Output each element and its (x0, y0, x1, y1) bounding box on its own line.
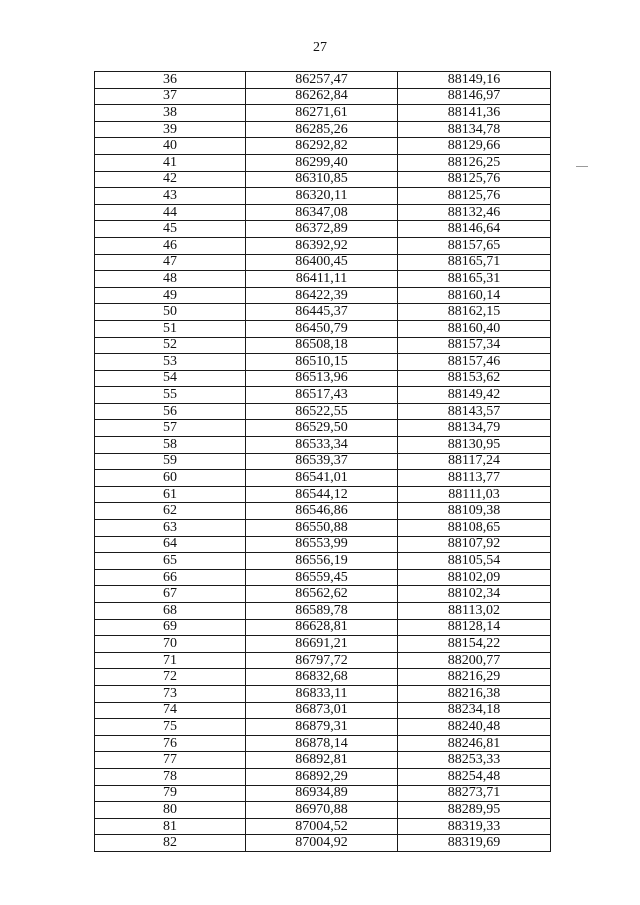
table-row (95, 735, 551, 752)
x-coordinate-cell: 86310,85 (246, 171, 398, 188)
x-coordinate-cell: 86522,55 (246, 403, 398, 420)
point-number-cell: 46 (95, 237, 246, 254)
y-coordinate-cell: 88165,31 (398, 271, 551, 288)
y-coordinate-cell: 88165,71 (398, 254, 551, 271)
table-row (95, 287, 551, 304)
point-number-cell: 39 (95, 121, 246, 138)
x-coordinate-cell: 86878,14 (246, 735, 398, 752)
x-coordinate-cell: 86553,99 (246, 536, 398, 553)
point-number-cell: 76 (95, 735, 246, 752)
y-coordinate-cell: 88200,77 (398, 652, 551, 669)
y-coordinate-cell: 88153,62 (398, 370, 551, 387)
point-number-cell: 49 (95, 287, 246, 304)
x-coordinate-cell: 86513,96 (246, 370, 398, 387)
table-row (95, 520, 551, 537)
y-coordinate-cell: 88125,76 (398, 171, 551, 188)
x-coordinate-cell: 86392,92 (246, 237, 398, 254)
point-number-cell: 53 (95, 354, 246, 371)
y-coordinate-cell: 88102,09 (398, 569, 551, 586)
point-number-cell: 65 (95, 553, 246, 570)
table-row (95, 453, 551, 470)
point-number-cell: 43 (95, 188, 246, 205)
table-row (95, 437, 551, 454)
y-coordinate-cell: 88130,95 (398, 437, 551, 454)
y-coordinate-cell: 88240,48 (398, 719, 551, 736)
point-number-cell: 74 (95, 702, 246, 719)
point-number-cell: 50 (95, 304, 246, 321)
table-row (95, 121, 551, 138)
table-row (95, 403, 551, 420)
table-row (95, 171, 551, 188)
x-coordinate-cell: 86372,89 (246, 221, 398, 238)
point-number-cell: 52 (95, 337, 246, 354)
point-number-cell: 63 (95, 520, 246, 537)
y-coordinate-cell: 88253,33 (398, 752, 551, 769)
table-row (95, 636, 551, 653)
y-coordinate-cell: 88216,38 (398, 685, 551, 702)
y-coordinate-cell: 88216,29 (398, 669, 551, 686)
coordinates-table (94, 71, 551, 852)
y-coordinate-cell: 88113,02 (398, 603, 551, 620)
table-row (95, 768, 551, 785)
point-number-cell: 59 (95, 453, 246, 470)
point-number-cell: 62 (95, 503, 246, 520)
y-coordinate-cell: 88102,34 (398, 586, 551, 603)
point-number-cell: 75 (95, 719, 246, 736)
table-row (95, 802, 551, 819)
y-coordinate-cell: 88157,34 (398, 337, 551, 354)
point-number-cell: 69 (95, 619, 246, 636)
x-coordinate-cell: 86508,18 (246, 337, 398, 354)
x-coordinate-cell: 86285,26 (246, 121, 398, 138)
y-coordinate-cell: 88128,14 (398, 619, 551, 636)
table-row (95, 138, 551, 155)
y-coordinate-cell: 88289,95 (398, 802, 551, 819)
x-coordinate-cell: 86529,50 (246, 420, 398, 437)
x-coordinate-cell: 86691,21 (246, 636, 398, 653)
point-number-cell: 45 (95, 221, 246, 238)
x-coordinate-cell: 86257,47 (246, 72, 398, 89)
x-coordinate-cell: 86833,11 (246, 685, 398, 702)
x-coordinate-cell: 86556,19 (246, 553, 398, 570)
x-coordinate-cell: 86873,01 (246, 702, 398, 719)
point-number-cell: 47 (95, 254, 246, 271)
table-row (95, 619, 551, 636)
y-coordinate-cell: 88246,81 (398, 735, 551, 752)
point-number-cell: 77 (95, 752, 246, 769)
table-row (95, 785, 551, 802)
table-row (95, 569, 551, 586)
point-number-cell: 44 (95, 204, 246, 221)
x-coordinate-cell: 86589,78 (246, 603, 398, 620)
table-row (95, 88, 551, 105)
y-coordinate-cell: 88132,46 (398, 204, 551, 221)
point-number-cell: 70 (95, 636, 246, 653)
y-coordinate-cell: 88149,42 (398, 387, 551, 404)
y-coordinate-cell: 88146,97 (398, 88, 551, 105)
table-row (95, 818, 551, 835)
point-number-cell: 79 (95, 785, 246, 802)
table-row (95, 271, 551, 288)
y-coordinate-cell: 88254,48 (398, 768, 551, 785)
y-coordinate-cell: 88160,40 (398, 320, 551, 337)
point-number-cell: 81 (95, 818, 246, 835)
point-number-cell: 55 (95, 387, 246, 404)
y-coordinate-cell: 88273,71 (398, 785, 551, 802)
x-coordinate-cell: 86934,89 (246, 785, 398, 802)
table-row (95, 337, 551, 354)
table-row (95, 553, 551, 570)
x-coordinate-cell: 86541,01 (246, 470, 398, 487)
x-coordinate-cell: 86550,88 (246, 520, 398, 537)
x-coordinate-cell: 86892,29 (246, 768, 398, 785)
y-coordinate-cell: 88108,65 (398, 520, 551, 537)
x-coordinate-cell: 86445,37 (246, 304, 398, 321)
margin-mark (576, 166, 588, 167)
point-number-cell: 68 (95, 603, 246, 620)
y-coordinate-cell: 88107,92 (398, 536, 551, 553)
x-coordinate-cell: 86292,82 (246, 138, 398, 155)
table-row (95, 752, 551, 769)
table-row (95, 105, 551, 122)
table-row (95, 536, 551, 553)
point-number-cell: 36 (95, 72, 246, 89)
table-row (95, 669, 551, 686)
point-number-cell: 64 (95, 536, 246, 553)
coordinates-table-body (95, 72, 551, 852)
table-row (95, 503, 551, 520)
y-coordinate-cell: 88125,76 (398, 188, 551, 205)
y-coordinate-cell: 88143,57 (398, 403, 551, 420)
table-row (95, 320, 551, 337)
x-coordinate-cell: 86544,12 (246, 486, 398, 503)
y-coordinate-cell: 88126,25 (398, 154, 551, 171)
y-coordinate-cell: 88141,36 (398, 105, 551, 122)
point-number-cell: 58 (95, 437, 246, 454)
point-number-cell: 40 (95, 138, 246, 155)
point-number-cell: 80 (95, 802, 246, 819)
table-row (95, 221, 551, 238)
x-coordinate-cell: 86299,40 (246, 154, 398, 171)
x-coordinate-cell: 86450,79 (246, 320, 398, 337)
x-coordinate-cell: 86271,61 (246, 105, 398, 122)
y-coordinate-cell: 88146,64 (398, 221, 551, 238)
table-row (95, 835, 551, 852)
y-coordinate-cell: 88129,66 (398, 138, 551, 155)
point-number-cell: 54 (95, 370, 246, 387)
x-coordinate-cell: 86347,08 (246, 204, 398, 221)
x-coordinate-cell: 86539,37 (246, 453, 398, 470)
table-row (95, 354, 551, 371)
point-number-cell: 82 (95, 835, 246, 852)
x-coordinate-cell: 86411,11 (246, 271, 398, 288)
table-row (95, 154, 551, 171)
y-coordinate-cell: 88149,16 (398, 72, 551, 89)
y-coordinate-cell: 88162,15 (398, 304, 551, 321)
x-coordinate-cell: 86320,11 (246, 188, 398, 205)
table-row (95, 486, 551, 503)
x-coordinate-cell: 86510,15 (246, 354, 398, 371)
x-coordinate-cell: 86546,86 (246, 503, 398, 520)
y-coordinate-cell: 88105,54 (398, 553, 551, 570)
table-row (95, 72, 551, 89)
x-coordinate-cell: 86879,31 (246, 719, 398, 736)
point-number-cell: 41 (95, 154, 246, 171)
table-row (95, 603, 551, 620)
x-coordinate-cell: 86533,34 (246, 437, 398, 454)
x-coordinate-cell: 86797,72 (246, 652, 398, 669)
y-coordinate-cell: 88319,69 (398, 835, 551, 852)
point-number-cell: 42 (95, 171, 246, 188)
x-coordinate-cell: 86628,81 (246, 619, 398, 636)
page-number: 27 (313, 40, 327, 55)
point-number-cell: 73 (95, 685, 246, 702)
x-coordinate-cell: 86262,84 (246, 88, 398, 105)
x-coordinate-cell: 87004,92 (246, 835, 398, 852)
y-coordinate-cell: 88157,65 (398, 237, 551, 254)
point-number-cell: 51 (95, 320, 246, 337)
y-coordinate-cell: 88117,24 (398, 453, 551, 470)
point-number-cell: 66 (95, 569, 246, 586)
x-coordinate-cell: 86400,45 (246, 254, 398, 271)
x-coordinate-cell: 86517,43 (246, 387, 398, 404)
table-row (95, 470, 551, 487)
point-number-cell: 71 (95, 652, 246, 669)
table-row (95, 387, 551, 404)
y-coordinate-cell: 88160,14 (398, 287, 551, 304)
y-coordinate-cell: 88109,38 (398, 503, 551, 520)
table-row (95, 237, 551, 254)
point-number-cell: 67 (95, 586, 246, 603)
point-number-cell: 56 (95, 403, 246, 420)
point-number-cell: 72 (95, 669, 246, 686)
y-coordinate-cell: 88113,77 (398, 470, 551, 487)
x-coordinate-cell: 86892,81 (246, 752, 398, 769)
table-row (95, 204, 551, 221)
y-coordinate-cell: 88234,18 (398, 702, 551, 719)
table-row (95, 420, 551, 437)
table-row (95, 719, 551, 736)
x-coordinate-cell: 86832,68 (246, 669, 398, 686)
point-number-cell: 37 (95, 88, 246, 105)
point-number-cell: 48 (95, 271, 246, 288)
x-coordinate-cell: 86562,62 (246, 586, 398, 603)
x-coordinate-cell: 86559,45 (246, 569, 398, 586)
table-row (95, 702, 551, 719)
y-coordinate-cell: 88134,79 (398, 420, 551, 437)
y-coordinate-cell: 88134,78 (398, 121, 551, 138)
x-coordinate-cell: 86970,88 (246, 802, 398, 819)
table-row (95, 254, 551, 271)
table-row (95, 370, 551, 387)
x-coordinate-cell: 87004,52 (246, 818, 398, 835)
table-row (95, 685, 551, 702)
y-coordinate-cell: 88111,03 (398, 486, 551, 503)
point-number-cell: 60 (95, 470, 246, 487)
y-coordinate-cell: 88157,46 (398, 354, 551, 371)
point-number-cell: 61 (95, 486, 246, 503)
table-row (95, 304, 551, 321)
table-row (95, 188, 551, 205)
table-row (95, 652, 551, 669)
point-number-cell: 38 (95, 105, 246, 122)
point-number-cell: 57 (95, 420, 246, 437)
table-row (95, 586, 551, 603)
y-coordinate-cell: 88319,33 (398, 818, 551, 835)
point-number-cell: 78 (95, 768, 246, 785)
x-coordinate-cell: 86422,39 (246, 287, 398, 304)
y-coordinate-cell: 88154,22 (398, 636, 551, 653)
